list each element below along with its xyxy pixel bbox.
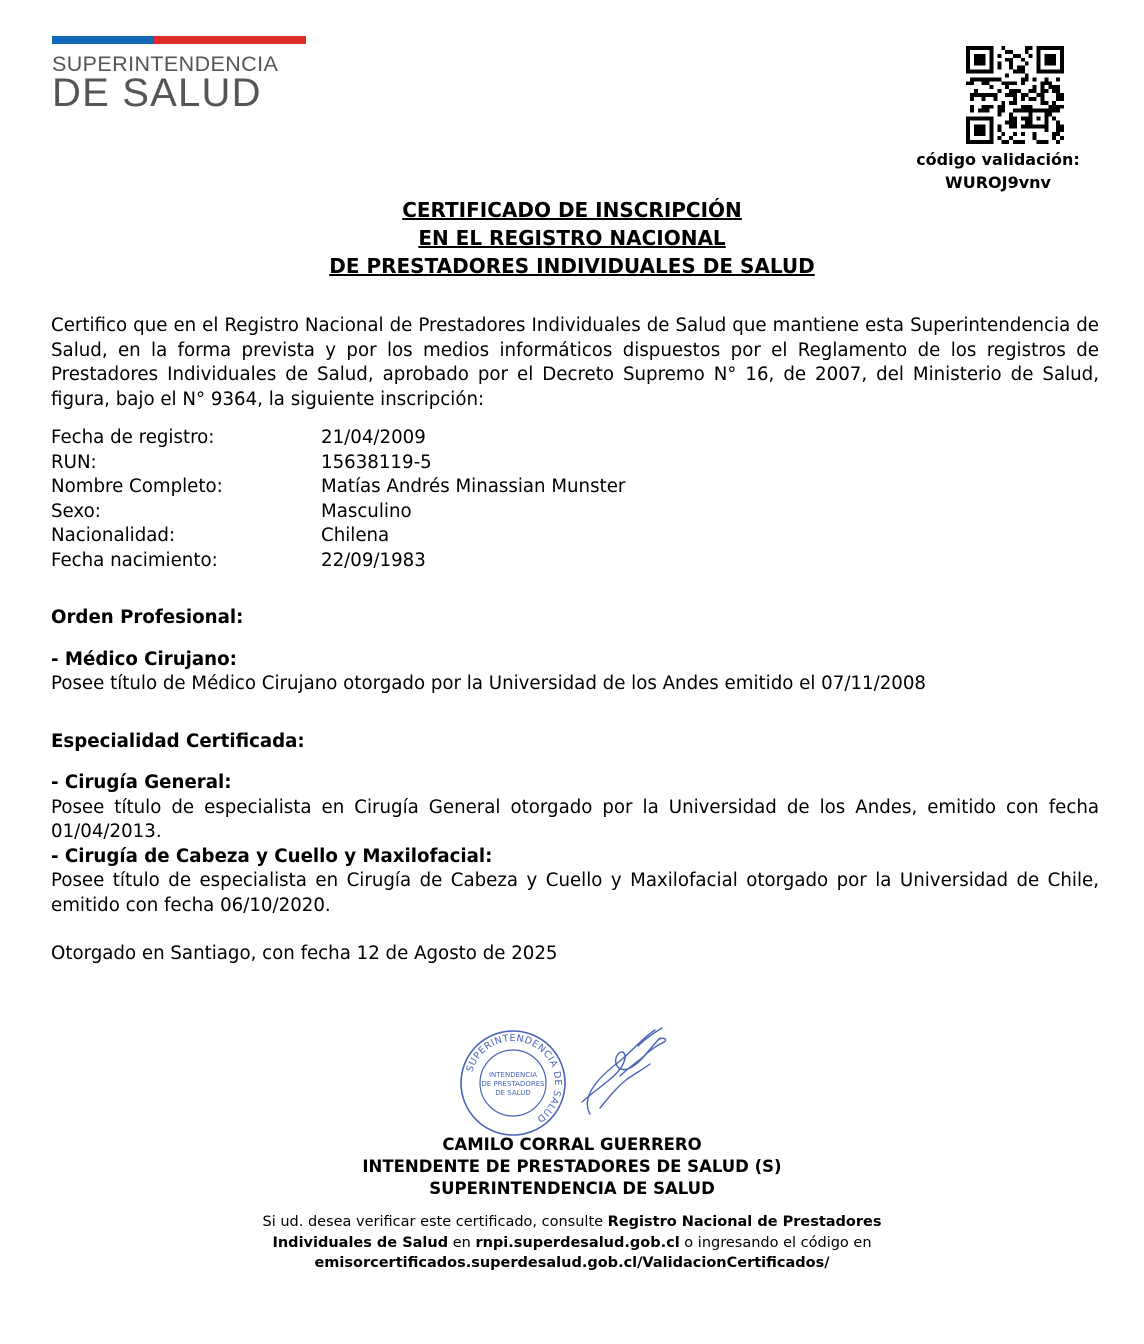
signer-block [0,1134,1144,1200]
closing-statement: Otorgado en Santiago, con fecha 12 de Agosto de 2025 [51,943,558,964]
field-value: Masculino [321,500,412,522]
field-row-nacionalidad [51,524,1099,549]
registration-fields [51,426,1099,573]
field-row-fecha-registro [51,426,1099,451]
field-label: Fecha nacimiento: [51,549,218,571]
footer-line-1 [0,1212,1144,1233]
medico-cirujano-title: - Médico Cirujano: [51,648,237,670]
field-label: Fecha de registro: [51,427,215,448]
footer-line-2 [0,1233,1144,1254]
field-row-sexo [51,500,1099,525]
signer-name: CAMILO CORRAL GUERRERO [442,1135,702,1154]
field-row-run [51,451,1099,476]
signer-role: INTENDENTE DE PRESTADORES DE SALUD (S) [362,1157,782,1176]
field-value: 22/09/1983 [321,549,426,571]
footer-text-3: o ingresando el código en [679,1234,872,1251]
certificate-body [51,314,1099,967]
superintendencia-logo [52,36,308,115]
footer-rnpi-link[interactable]: rnpi.superdesalud.gob.cl [475,1234,680,1251]
footer-registry-name-2: Individuales de Salud [272,1234,449,1251]
qr-code-icon [966,46,1064,144]
field-row-fecha-nacimiento [51,549,1099,574]
official-stamp [458,1028,568,1138]
field-label: RUN: [51,451,97,473]
field-label: Nacionalidad: [51,525,176,546]
signer-org: SUPERINTENDENCIA DE SALUD [429,1179,715,1198]
stamp-center-line2: DE PRESTADORES [481,1080,545,1088]
field-value: 21/04/2009 [321,427,426,448]
logo-bar-red [154,36,306,44]
footer-validation-link[interactable]: emisorcertificados.superdesalud.gob.cl/ValidacionCertificados/ [314,1255,830,1271]
stamp-ring-text: SUPERINTENDENCIA DE SALUD [464,1032,564,1125]
especialidad-title-1: - Cirugía General: [51,772,232,793]
footer-text-1: Si ud. desea verificar este certificado, consulte [262,1214,608,1230]
logo-text-line1: SUPERINTENDENCIA [52,52,279,76]
validation-code: WUROJ9vnv [945,173,1051,192]
especialidad-text-2: Posee título de especialista en Cirugía de Cabeza y Cuello y Maxilofacial otorgado por la Universidad de Chile, emitido con fecha 06/10/2020. [51,870,1099,916]
especialidad-text-1: Posee título de especialista en Cirugía General otorgado por la Universidad de los Andes, emitido con fecha 01/04/2013. [51,796,1099,842]
validation-label: código validación: [916,150,1080,169]
logo-text-line2: DE SALUD [52,71,262,115]
orden-profesional-heading: Orden Profesional: [51,607,244,628]
intro-paragraph: Certifico que en el Registro Nacional de Prestadores Individuales de Salud que mantiene esta Superintendencia de Salud, en la forma prevista y por los medios informáticos dispuestos por el Reglamento de los registros de Prestadores Individuales de Salud, aprobado por el Decreto Supremo N° 16, de 2007, del Ministerio de Salud, figura, bajo el N° 9364, la siguiente inscripción: [51,315,1099,410]
especialidad-title-2: - Cirugía de Cabeza y Cuello y Maxilofacial: [51,845,493,867]
field-value: Matías Andrés Minassian Munster [321,476,626,497]
logo-flag-bar [52,36,306,44]
title-line-1: CERTIFICADO DE INSCRIPCIÓN [402,198,742,222]
title-line-3: DE PRESTADORES INDIVIDUALES DE SALUD [329,254,815,278]
field-value: Chilena [321,525,390,546]
field-label: Sexo: [51,500,101,522]
validation-block [888,148,1108,194]
field-label: Nombre Completo: [51,476,223,497]
field-value: 15638119-5 [321,451,432,473]
footer-registry-name-1: Registro Nacional de Prestadores [607,1214,882,1230]
footer-text-2: en [448,1234,476,1251]
stamp-center-line1: INTENDENCIA [488,1071,538,1079]
handwritten-signature [560,1016,680,1126]
logo-bar-blue [52,36,154,44]
title-line-2: EN EL REGISTRO NACIONAL [418,226,726,250]
field-row-nombre [51,475,1099,500]
certificate-title [0,196,1144,280]
verification-footer [0,1212,1144,1274]
footer-line-3 [0,1253,1144,1274]
stamp-center-line3: DE SALUD [495,1089,531,1097]
especialidad-heading: Especialidad Certificada: [51,730,305,752]
medico-cirujano-text: Posee título de Médico Cirujano otorgado por la Universidad de los Andes emitido el 07/11/2008 [51,673,927,694]
